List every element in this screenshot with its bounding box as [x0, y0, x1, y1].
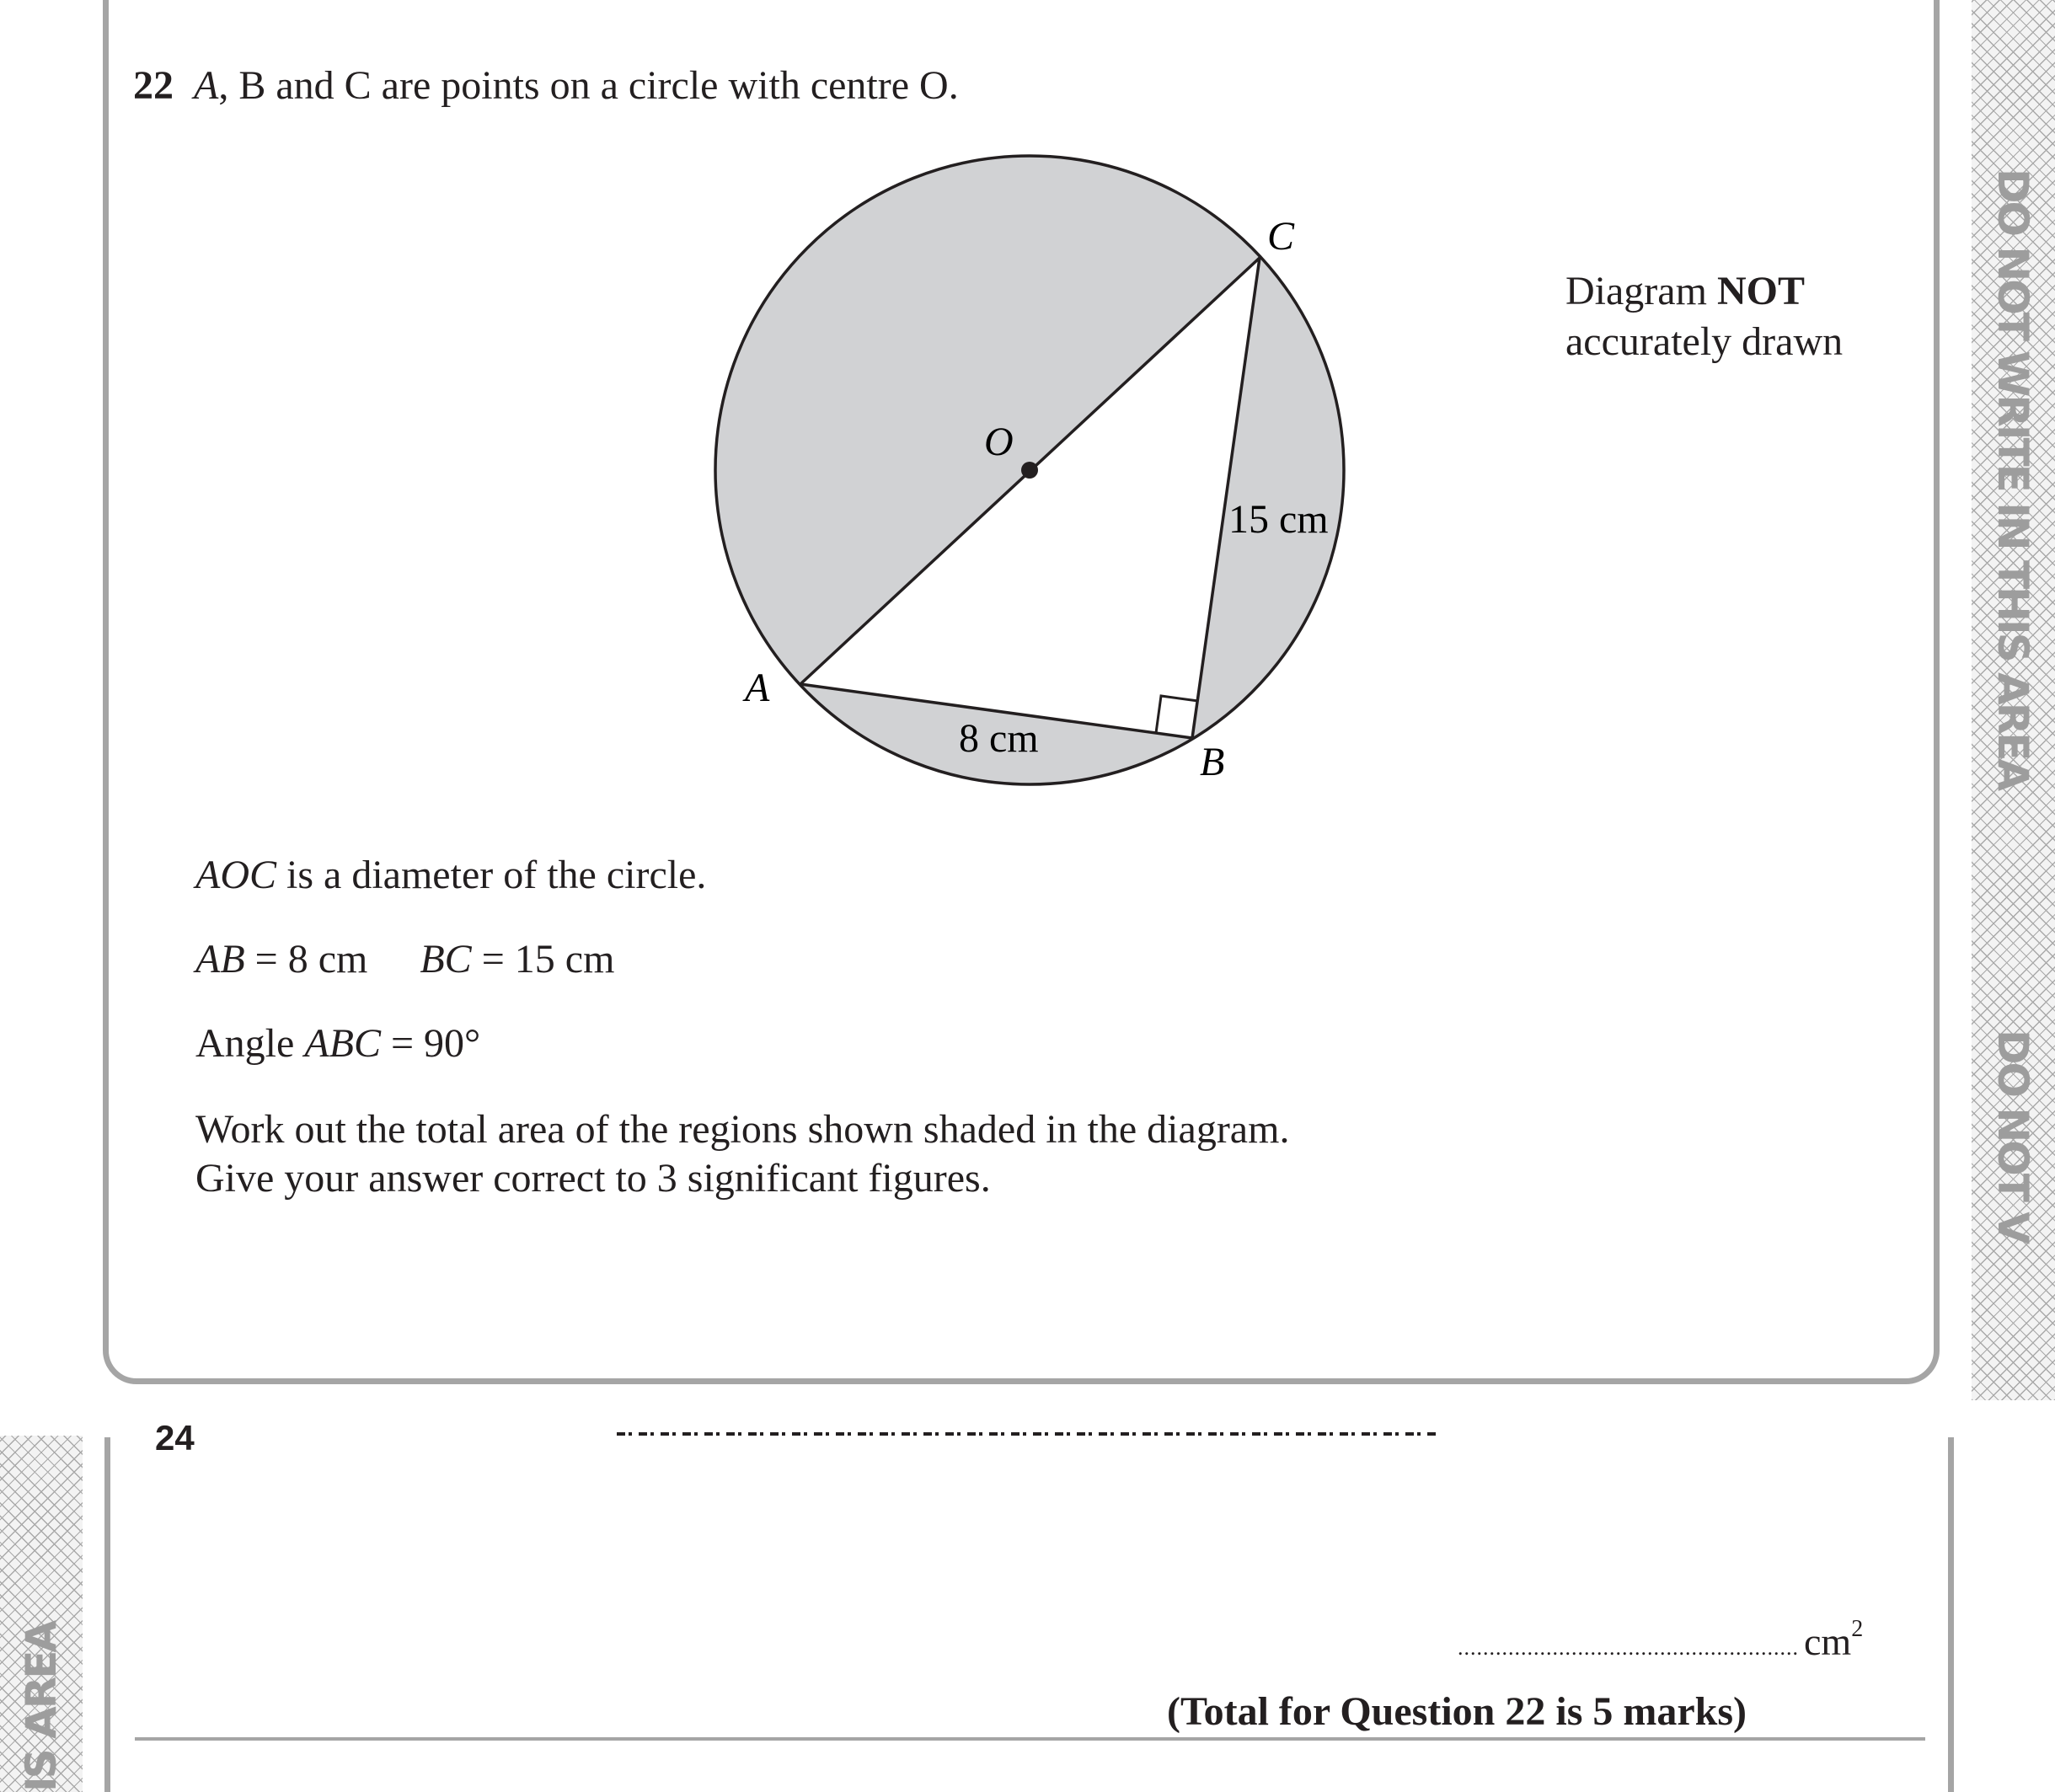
diagram-note: Diagram NOT accurately drawn: [1565, 269, 1844, 364]
label-ab-length: 8 cm: [959, 716, 1039, 761]
label-b: B: [1200, 740, 1225, 784]
statement-lengths: AB = 8 cm BC = 15 cm: [195, 937, 615, 982]
total-marks: (Total for Question 22 is 5 marks): [1167, 1689, 1747, 1734]
centre-point: [1021, 462, 1038, 479]
next-page-barcode-fragment: [617, 1432, 1436, 1436]
answer-line: ...................................................... $cm^2$: [1458, 1616, 1864, 1663]
question-number: 22: [133, 63, 174, 108]
label-bc-length: 15 cm: [1228, 497, 1329, 542]
answer-page-left-border: [104, 1437, 110, 1792]
instruction-text: Work out the total area of the regions shown shaded in the diagram. Give your answer correct to 3 significant figures.: [195, 1107, 1290, 1201]
answer-page-right-border: [1948, 1437, 1954, 1792]
label-a: A: [745, 666, 770, 710]
answer-unit: cm: [1804, 1620, 1852, 1663]
next-page-number: 24: [155, 1418, 195, 1458]
left-margin-label: IS AREA: [17, 1622, 66, 1792]
right-margin-label-bottom: DO NOT V: [1988, 1030, 2037, 1242]
question-intro: 22 A, B and C are points on a circle with centre O.: [133, 63, 959, 108]
answer-rule: [135, 1737, 1925, 1741]
answer-dots: ......................................................: [1458, 1635, 1799, 1660]
label-o: O: [984, 420, 1014, 464]
label-c: C: [1267, 214, 1295, 259]
statement-angle: Angle ABC = 90°: [195, 1021, 481, 1066]
right-margin-label-top: DO NOT WRITE IN THIS AREA: [1988, 169, 2037, 789]
statement-diameter: AOC is a diameter of the circle.: [195, 853, 707, 897]
